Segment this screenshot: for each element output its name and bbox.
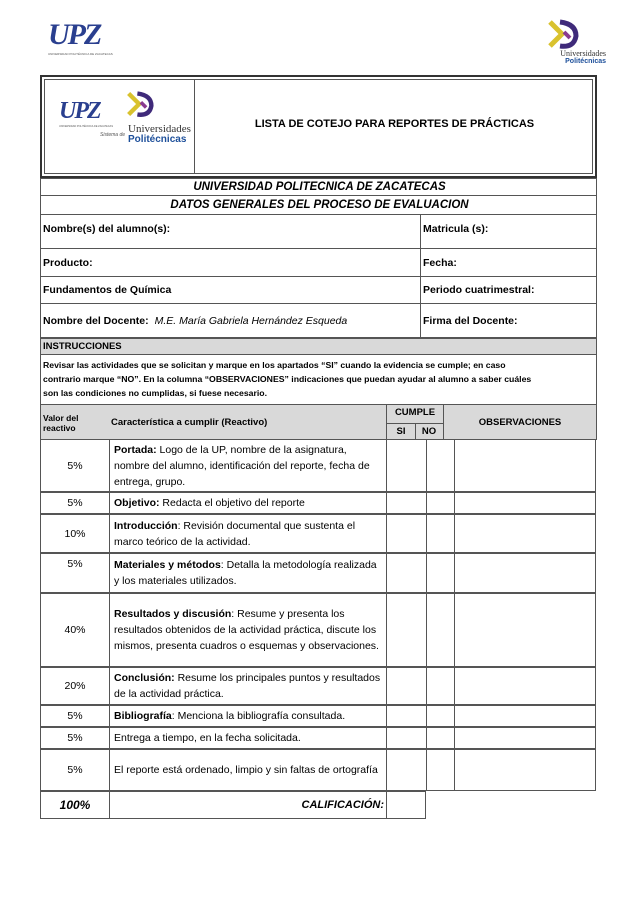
up-poli-text: Politécnicas bbox=[565, 58, 606, 65]
periodo-label: Periodo cuatrimestral: bbox=[423, 284, 535, 296]
row-reactivo-bold: Introducción bbox=[114, 519, 178, 532]
row-reactivo-text: : Resume y presenta los resultados obtenidos de la actividad práctica, discute los mismos, presenta cuadros o esquemas y observaciones. bbox=[114, 608, 379, 652]
header-upz-caption: UNIVERSIDAD POLITÉCNICA DE ZACATECAS bbox=[59, 125, 113, 128]
header-up-small: Sistema de bbox=[100, 131, 126, 138]
section-title: DATOS GENERALES DEL PROCESO DE EVALUACION bbox=[170, 199, 469, 211]
row-reactivo-bold: Materiales y métodos bbox=[114, 559, 221, 571]
row-no-cell[interactable] bbox=[426, 705, 454, 727]
row-reactivo bbox=[109, 727, 386, 749]
header-up-poli: Politécnicas bbox=[128, 134, 187, 145]
row-valor: 40% bbox=[40, 593, 109, 667]
docente-row bbox=[40, 304, 597, 338]
col-cumple-header-box bbox=[386, 405, 444, 439]
docente-label: Nombre del Docente: bbox=[43, 314, 149, 327]
row-reactivo bbox=[109, 705, 386, 727]
instructions-line-3: son las condiciones no cumplidas, si fuese necesario. bbox=[43, 388, 268, 398]
row-si-cell[interactable] bbox=[386, 593, 426, 667]
row-valor: 5% bbox=[40, 492, 109, 514]
row-valor: 5% bbox=[40, 440, 109, 492]
row-reactivo-bold: Bibliografía bbox=[114, 710, 172, 722]
materia-value: Fundamentos de Química bbox=[41, 277, 421, 303]
header-up-logo-icon bbox=[125, 90, 155, 118]
row-observaciones-cell[interactable] bbox=[454, 727, 596, 749]
row-no-cell[interactable] bbox=[426, 492, 454, 514]
row-no-cell[interactable] bbox=[426, 667, 454, 705]
row-no-cell[interactable] bbox=[426, 514, 454, 553]
row-valor: 5% bbox=[40, 705, 109, 727]
col-no-header: NO bbox=[421, 426, 437, 437]
total-label: CALIFICACIÓN: bbox=[109, 791, 386, 819]
row-reactivo-text: : Detalla la metodología realizada y los materiales utilizados. bbox=[114, 559, 377, 587]
university-name: UNIVERSIDAD POLITECNICA DE ZACATECAS bbox=[193, 181, 446, 193]
header-up-logo-text bbox=[100, 124, 191, 145]
row-valor: 10% bbox=[40, 514, 109, 553]
matricula-label: Matricula (s): bbox=[423, 223, 489, 235]
header-box bbox=[40, 75, 597, 178]
header-up-logo bbox=[125, 90, 155, 123]
fecha-label: Fecha: bbox=[423, 256, 457, 269]
row-reactivo-bold: Conclusión: bbox=[114, 672, 175, 684]
total-value: 100% bbox=[40, 791, 109, 819]
col-cumple-header: CUMPLE bbox=[394, 407, 436, 418]
row-no-cell[interactable] bbox=[426, 440, 454, 492]
upz-logo-mark: UPZ bbox=[48, 18, 101, 51]
row-reactivo bbox=[109, 667, 386, 705]
row-reactivo-bold: Resultados y discusión bbox=[114, 608, 232, 620]
row-reactivo-text: : Revisión documental que sustenta el marco teórico de la actividad. bbox=[114, 519, 356, 548]
row-observaciones-cell[interactable] bbox=[454, 514, 596, 553]
row-reactivo-text: Resume los principales puntos y resultados de la actividad práctica. bbox=[114, 672, 381, 700]
table-row bbox=[40, 440, 596, 492]
up-logo-text bbox=[546, 50, 606, 65]
instructions-heading: INSTRUCCIONES bbox=[40, 338, 597, 355]
row-si-cell[interactable] bbox=[386, 749, 426, 791]
section-row bbox=[40, 196, 597, 215]
row-reactivo-text: Redacta el objetivo del reporte bbox=[159, 497, 305, 509]
row-si-cell[interactable] bbox=[386, 553, 426, 593]
docente-cell bbox=[41, 304, 421, 337]
table-row bbox=[40, 667, 596, 705]
row-si-cell[interactable] bbox=[386, 705, 426, 727]
row-no-cell[interactable] bbox=[426, 749, 454, 791]
up-univ-text: Universidades bbox=[560, 49, 606, 58]
row-si-cell[interactable] bbox=[386, 727, 426, 749]
table-row bbox=[40, 593, 596, 667]
university-row bbox=[40, 178, 597, 196]
calificacion-cell[interactable] bbox=[386, 791, 426, 819]
header-up-univ: Universidades bbox=[128, 123, 191, 135]
row-reactivo bbox=[109, 492, 386, 514]
col-observaciones-header: OBSERVACIONES bbox=[478, 417, 562, 428]
upz-logo bbox=[48, 18, 113, 56]
row-no-cell[interactable] bbox=[426, 593, 454, 667]
producto-label: Producto: bbox=[41, 249, 421, 276]
row-valor: 5% bbox=[40, 727, 109, 749]
header-upz-mark: UPZ bbox=[59, 98, 100, 124]
row-valor: 5% bbox=[40, 553, 109, 593]
row-reactivo-bold: Objetivo: bbox=[114, 497, 160, 509]
row-reactivo bbox=[109, 514, 386, 553]
table-row bbox=[40, 727, 596, 749]
table-row bbox=[40, 749, 596, 791]
row-observaciones-cell[interactable] bbox=[454, 667, 596, 705]
instructions-line-2: contrario marque “NO”. En la columna “OBSERVACIONES” indicaciones que puedan ayudar al alumno a saber cuáles bbox=[43, 374, 532, 384]
col-si-header: SI bbox=[387, 424, 416, 439]
row-si-cell[interactable] bbox=[386, 440, 426, 492]
row-si-cell[interactable] bbox=[386, 667, 426, 705]
instructions-line-1: Revisar las actividades que se solicitan y marque en los apartados “SI” cuando la evidencia se cumple; en caso bbox=[43, 360, 506, 370]
row-valor: 5% bbox=[40, 749, 109, 791]
row-reactivo-text: Logo de la UP, nombre de la asignatura, nombre del alumno, identificación del reporte, fecha de entrega, grupo. bbox=[114, 443, 370, 488]
row-valor: 20% bbox=[40, 667, 109, 705]
row-si-cell[interactable] bbox=[386, 492, 426, 514]
table-row bbox=[40, 492, 596, 514]
col-valor-header: Valor del reactivo bbox=[43, 413, 79, 433]
row-reactivo-text: : Menciona la bibliografía consultada. bbox=[171, 710, 346, 722]
instructions-body bbox=[40, 355, 597, 405]
firma-label: Firma del Docente: bbox=[423, 314, 518, 327]
upz-logo-caption: UNIVERSIDAD POLITÉCNICA DE ZACATECAS bbox=[48, 52, 113, 56]
row-observaciones-cell[interactable] bbox=[454, 705, 596, 727]
page-title: LISTA DE COTEJO PARA REPORTES DE PRÁCTICAS bbox=[254, 118, 535, 130]
table-row bbox=[40, 514, 596, 553]
up-logo bbox=[546, 18, 580, 50]
table-row bbox=[40, 705, 596, 727]
row-observaciones-cell[interactable] bbox=[454, 492, 596, 514]
row-reactivo-bold: Portada: bbox=[114, 443, 157, 456]
materia-row bbox=[40, 277, 597, 304]
row-no-cell[interactable] bbox=[426, 553, 454, 593]
row-observaciones-cell[interactable] bbox=[454, 553, 596, 593]
row-reactivo bbox=[109, 553, 386, 593]
alumno-label: Nombre(s) del alumno(s): bbox=[41, 215, 421, 248]
row-si-cell[interactable] bbox=[386, 514, 426, 553]
header-divider bbox=[194, 80, 195, 173]
row-reactivo bbox=[109, 749, 386, 791]
col-caracteristica-header: Característica a cumplir (Reactivo) bbox=[111, 417, 268, 428]
total-row bbox=[40, 791, 596, 819]
table-row bbox=[40, 553, 596, 593]
row-no-cell[interactable] bbox=[426, 727, 454, 749]
row-observaciones-cell[interactable] bbox=[454, 440, 596, 492]
alumno-row bbox=[40, 215, 597, 249]
up-logo-icon bbox=[546, 18, 580, 50]
row-reactivo bbox=[109, 593, 386, 667]
row-reactivo-text: Entrega a tiempo, en la fecha solicitada. bbox=[114, 732, 301, 744]
producto-row bbox=[40, 249, 597, 277]
row-observaciones-cell[interactable] bbox=[454, 749, 596, 791]
row-observaciones-cell[interactable] bbox=[454, 593, 596, 667]
checklist-header bbox=[40, 405, 597, 440]
row-reactivo-text: El reporte está ordenado, limpio y sin faltas de ortografía bbox=[114, 764, 378, 776]
docente-value: M.E. María Gabriela Hernández Esqueda bbox=[154, 314, 348, 327]
row-reactivo bbox=[109, 440, 386, 492]
